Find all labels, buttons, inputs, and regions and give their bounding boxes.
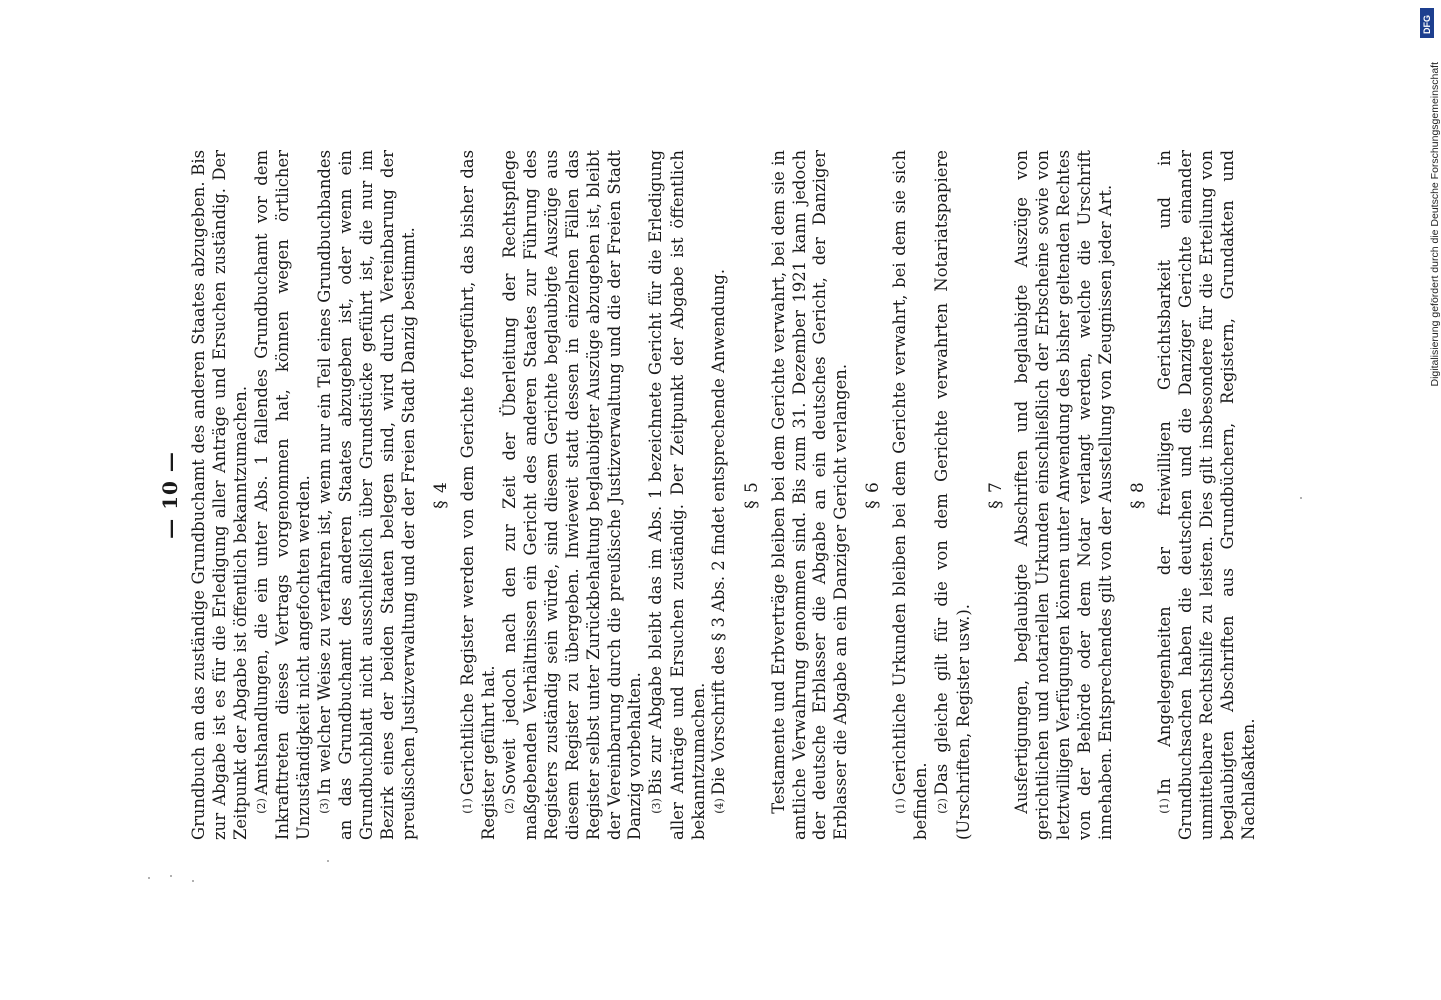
paragraph-text: Die Vorschrift des § 3 Abs. 2 findet entsprechende Anwendung. xyxy=(709,268,729,796)
paragraph-number: (2) xyxy=(503,798,517,814)
paragraph-number: (2) xyxy=(935,798,949,814)
paragraph xyxy=(709,150,730,840)
paragraph-text: Gerichtliche Urkunden bleiben bei dem Gerichte verwahrt, bei dem sie sich befinden. xyxy=(890,150,931,840)
paragraph-number: (4) xyxy=(712,798,726,814)
paragraph xyxy=(458,150,500,840)
paragraph-text: In Angelegenheiten der freiwilligen Gerichtsbarkeit und in Grundbuchsachen haben die deutschen und die Danziger Gerichte einander unmittelbare Rechtshilfe zu leisten. Dies gilt insbesondere für die Erteilung von beglaubigten Abschriften aus Grundbüchern, Registern, Grundakten und Nachlaßakten. xyxy=(1154,150,1258,840)
paragraph-text: Amtshandlungen, die ein unter Abs. 1 fallendes Grundbuchamt vor dem Inkrafttreten dieses Vertrags vorgenommen hat, können wegen örtlicher Unzuständigkeit nicht angefochten werden. xyxy=(251,150,313,840)
section-heading: § 7 xyxy=(985,481,1006,509)
paragraph xyxy=(1012,150,1117,840)
paragraph xyxy=(890,150,932,840)
paragraph-text: Ausfertigungen, beglaubigte Abschriften und beglaubigte Auszüge von gerichtlichen und notariellen Urkunden einschließlich der Erbscheine sowie von letztwilligen Verfügungen können unter Anwendung des bisher geltenden Rechtes von der Behörde oder dem Notar verlangt werden, welche die Urschrift innehaben. Entsprechendes gilt von der Ausstellung von Zeugnissen jeder Art. xyxy=(1012,150,1116,840)
paragraph-text: Das gleiche gilt für die von dem Gerichte verwahrten Notariatspapiere (Urschriften, Register usw.). xyxy=(932,150,973,840)
paragraph-text: Bis zur Abgabe bleibt das im Abs. 1 bezeichnete Gericht für die Erledigung aller Anträge und Ersuchen zuständig. Der Zeitpunkt der Abgabe ist öffentlich bekanntzumachen. xyxy=(646,150,708,840)
paragraph xyxy=(189,150,252,840)
paragraph-text: Grundbuch an das zuständige Grundbuchamt des anderen Staates abzugeben. Bis zur Abgabe ist es für die Erledigung aller Anträge und Ersuchen zuständig. Der Zeitpunkt der Abgabe ist öffentlich bekanntzumachen. xyxy=(188,150,250,840)
section-heading: § 8 xyxy=(1127,481,1148,509)
section-heading: § 4 xyxy=(430,481,451,509)
section-heading: § 6 xyxy=(863,481,884,509)
dfg-logo: DFG xyxy=(1420,8,1434,38)
paragraph-text: In welcher Weise zu verfahren ist, wenn nur ein Teil eines Grundbuchbandes an das Grundbuchamt des anderen Staates abzugeben ist, oder wenn ein Grundbuchblatt nicht ausschließlich über Grundstücke geführt ist, die nur im Bezirk eines der beiden Staaten belegen sind, wird durch Vereinbarung der preußischen Justizverwaltung und der der Freien Stadt Danzig bestimmt. xyxy=(314,150,418,840)
document-page xyxy=(160,150,1260,840)
paragraph-number: (1) xyxy=(893,798,907,814)
paragraph xyxy=(646,150,709,840)
section-heading: § 5 xyxy=(741,481,762,509)
paragraph xyxy=(500,150,647,840)
page-number: — 10 — xyxy=(158,451,182,539)
paragraph xyxy=(769,150,853,840)
paragraph-text: Testamente und Erbverträge bleiben bei dem Gerichte verwahrt, bei dem sie in amtliche Verwahrung genommen sind. Bis zum 31. Dezember 1921 kann jedoch der deutsche Erblasser die Abgabe an ein deutsches Gericht, der Danziger Erblasser die Abgabe an ein Danziger Gericht verlangen. xyxy=(768,150,851,840)
paragraph-number: (3) xyxy=(318,798,332,814)
page-body xyxy=(189,150,1260,840)
paragraph-number: (1) xyxy=(1158,798,1172,814)
digitization-credit xyxy=(1418,0,1440,1000)
paragraph-text: Soweit jedoch nach den zur Zeit der Überleitung der Rechtspflege maßgebenden Verhältnissen ein Gericht des anderen Staates zur Führung des Registers zuständig sein würde, sind diesem Gerichte beglaubigte Auszüge aus diesem Register zu übergeben. Inwieweit statt dessen in einzelnen Fällen das Register selbst unter Zurückbehaltung beglaubigter Auszüge abzugeben ist, bleibt der Vereinbarung durch die preußische Justizverwaltung und die der Freien Stadt Danzig vorbehalten. xyxy=(499,150,645,840)
paragraph-number: (1) xyxy=(460,798,474,814)
paragraph-text: Gerichtliche Register werden von dem Gerichte fortgeführt, das bisher das Register geführt hat. xyxy=(457,150,498,840)
paragraph-number: (3) xyxy=(649,798,663,814)
paragraph-number: (2) xyxy=(254,798,268,814)
paragraph xyxy=(932,150,974,840)
credit-text: Digitalisierung gefördert durch die Deutsche Forschungsgemeinschaft xyxy=(1429,62,1441,387)
paragraph xyxy=(315,150,420,840)
paragraph xyxy=(1155,150,1260,840)
paragraph xyxy=(252,150,315,840)
